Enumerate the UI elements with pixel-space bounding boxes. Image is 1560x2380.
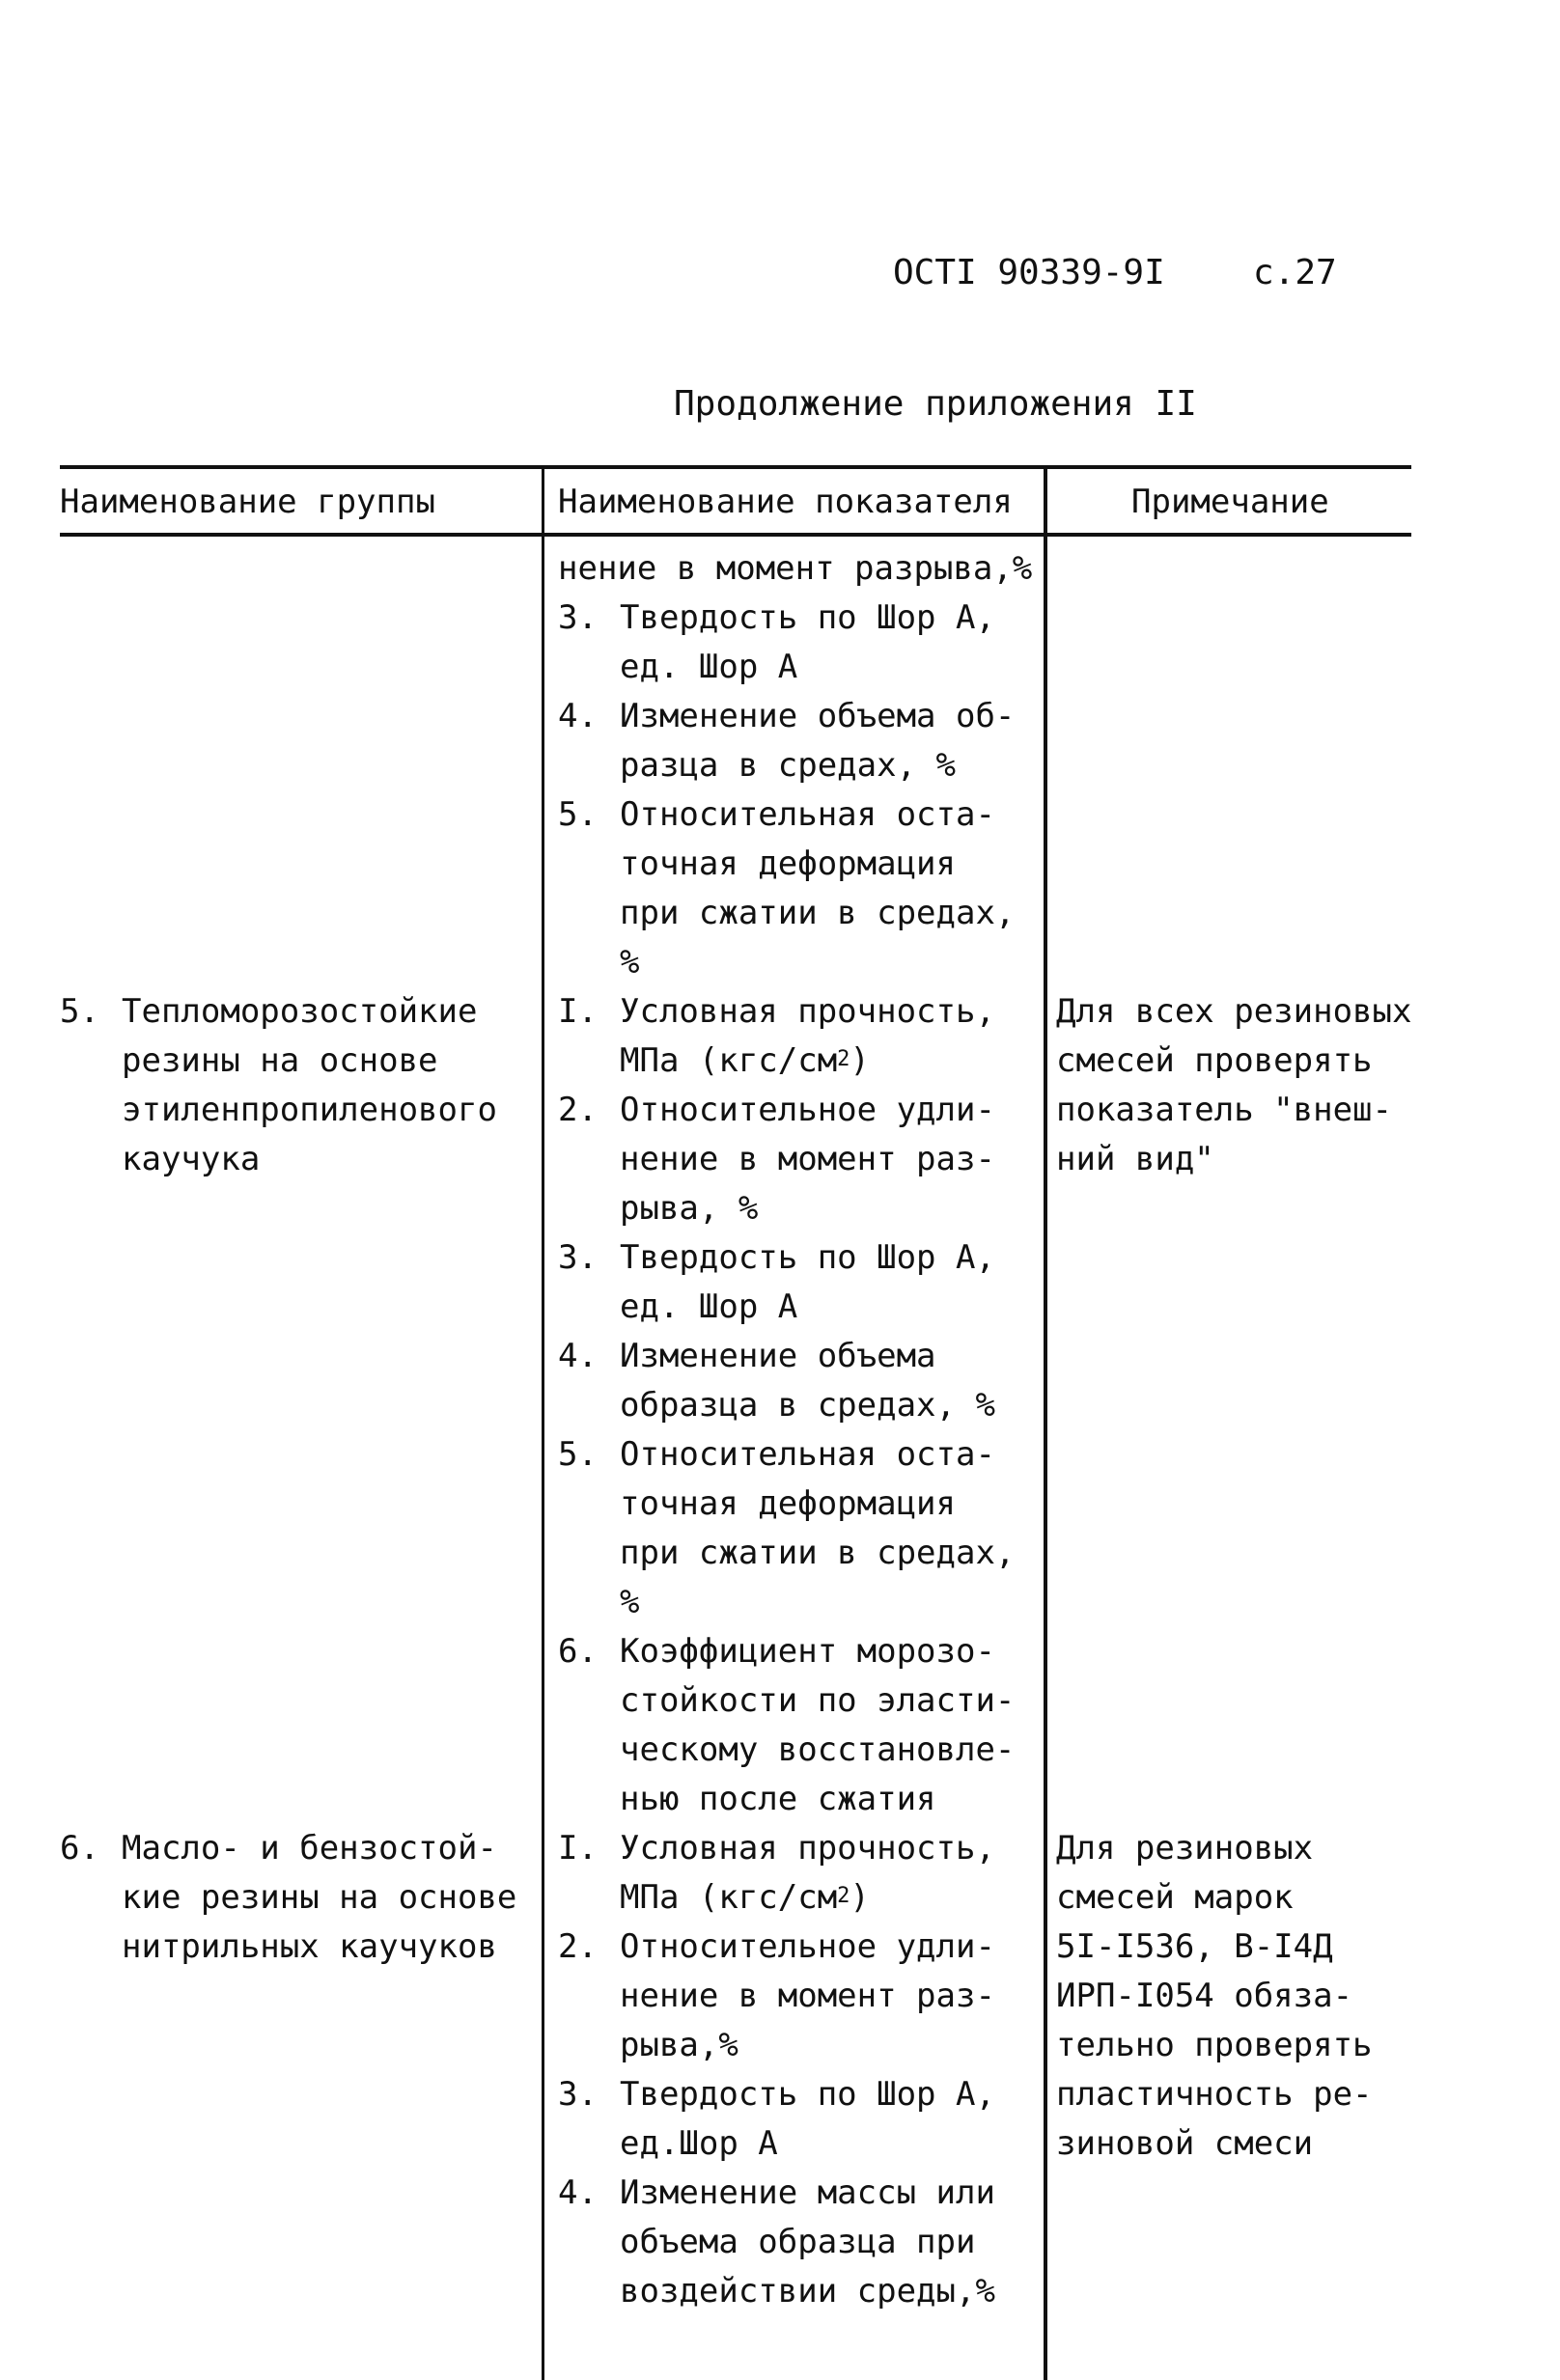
column-divider-1-body <box>542 535 544 2380</box>
continuation-title: Продолжение приложения II <box>674 384 1197 424</box>
group-5-note: Для всех резиновых смесей проверять показатель "внеш- ний вид" <box>1056 992 1412 1178</box>
group-6-name: 6. Масло- и бензостой- кие резины на основе нитрильных каучуков <box>60 1829 517 1966</box>
list-item: 5. Относительная оста- <box>558 795 995 834</box>
list-item: 5. Относительная оста- <box>558 1435 995 1474</box>
list-item: 4. Изменение объема об- <box>558 697 1016 735</box>
table-top-rule <box>60 465 1411 469</box>
list-item: I. Условная прочность, <box>558 992 995 1031</box>
list-item: 3. Твердость по Шор А, <box>558 598 995 637</box>
list-item: 3. Твердость по Шор А, <box>558 1238 995 1277</box>
column-divider-2 <box>1044 467 1047 2380</box>
group-6-indicators: I. Условная прочность, МПа $(кгс/см^2)$ 2. Относительное удли- нение в момент раз- рыва,% 3. Твердость по Шор А, ед.Шор А 4. Изменение массы или объема образца при воздействии среды,% <box>558 1824 995 2316</box>
table-header-rule <box>60 533 1411 537</box>
column-header-group: Наименование группы <box>60 483 435 521</box>
column-divider-1 <box>542 467 544 535</box>
list-item: 4. Изменение объема <box>558 1337 936 1375</box>
indicator-list-continued: нение в момент разрыва,% 3. Твердость по Шор А, ед. Шор А 4. Изменение объема об- разца в средах, % 5. Относительная оста- точная деформация при сжатии в средах, % <box>558 544 1032 987</box>
list-item: 3. Твердость по Шор А, <box>558 2075 995 2114</box>
list-item: 4. Изменение массы или <box>558 2173 995 2212</box>
document-code: ОСТI 90339-9I <box>893 253 1165 292</box>
column-header-note: Примечание <box>1131 483 1329 521</box>
list-item: 2. Относительное удли- <box>558 1927 995 1966</box>
group-5-indicators: I. Условная прочность, МПа $(кгс/см^2)$ 2. Относительное удли- нение в момент раз- рыва, % 3. Твердость по Шор А, ед. Шор А 4. Изменение объема образца в средах, % 5. Относительная оста- точная деформация при сжатии в средах, % 6. Коэффициент морозо- стойкости по эласти- ческому восстановле- нью после сжатия <box>558 987 1015 1824</box>
page-number: с.27 <box>1253 253 1337 292</box>
list-item: 6. Коэффициент морозо- <box>558 1632 995 1671</box>
carryover-line: нение в момент разрыва,% <box>558 549 1033 588</box>
column-header-indicator: Наименование показателя <box>558 483 1013 521</box>
group-6-note: Для резиновых смесей марок 5I-I536, В-I4Д ИРП-I054 обяза- тельно проверять пластичность ре- зиновой смеси <box>1056 1829 1373 2163</box>
list-item: 2. Относительное удли- <box>558 1091 995 1129</box>
group-5-name: 5. Тепломорозостойкие резины на основе этиленпропиленового каучука <box>60 992 497 1178</box>
list-item: I. Условная прочность, <box>558 1829 995 1868</box>
